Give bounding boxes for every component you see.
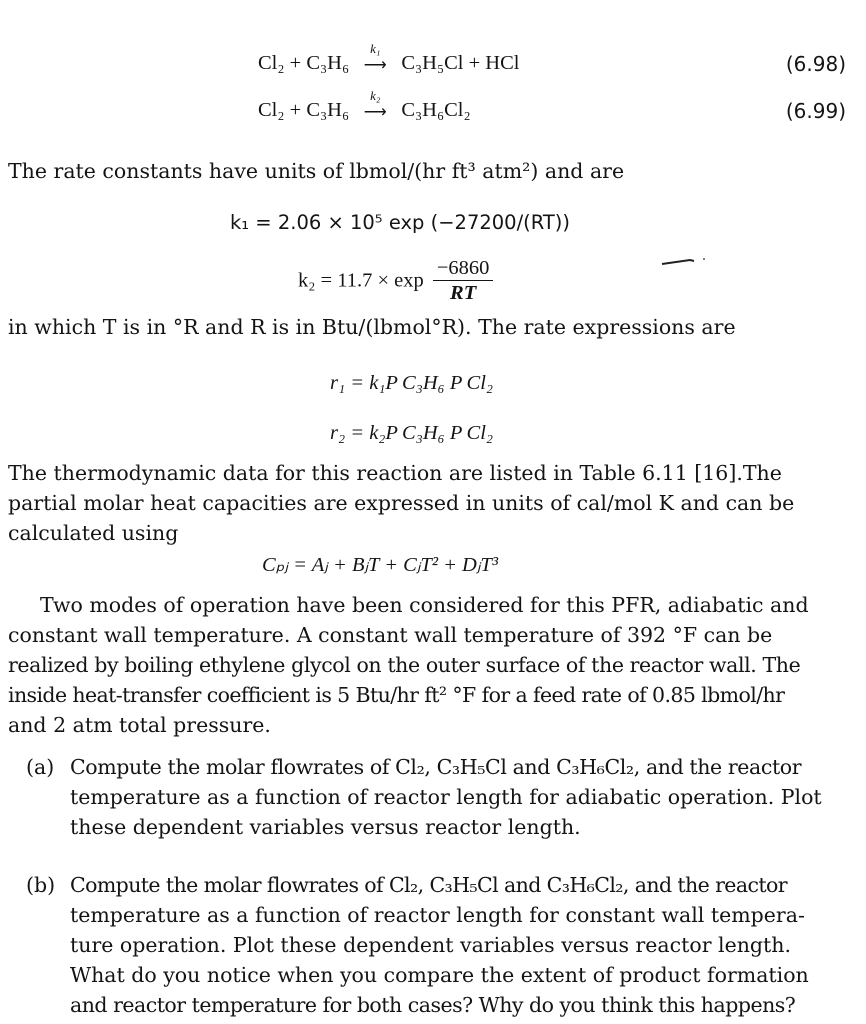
thermo-line-1: The thermodynamic data for this reaction are listed in Table 6.11 [16].The bbox=[8, 461, 782, 485]
modes-line-1: Two modes of operation have been considered for this PFR, adiabatic and bbox=[40, 593, 809, 617]
part-b-line-1: Compute the molar flowrates of Cl₂, C₃H₅Cl and C₃H₆Cl₂, and the reactor bbox=[70, 873, 787, 897]
modes-line-3: realized by boiling ethylene glycol on the outer surface of the reactor wall. The bbox=[8, 653, 801, 677]
eq-6-98-rhs: C₃H₅Cl + HCl bbox=[401, 52, 520, 74]
part-b-line-4: What do you notice when you compare the extent of product formation bbox=[70, 963, 809, 987]
reaction-arrow-icon: k₂ ⟶ bbox=[360, 97, 390, 125]
k2-expression bbox=[298, 256, 493, 305]
eq-6-99-lhs: Cl₂ + C₃H₆ bbox=[258, 99, 350, 121]
k2-denominator: RT bbox=[450, 282, 477, 304]
part-a-label: (a) bbox=[26, 755, 55, 779]
part-b-label: (b) bbox=[26, 873, 56, 897]
part-b-line-2: temperature as a function of reactor length for constant wall tempera- bbox=[70, 903, 805, 927]
rate-expression-r2: r₂ = k₂P C₃H₆ P Cl₂ bbox=[330, 422, 494, 444]
rate-constant-label: k₁ bbox=[370, 41, 381, 56]
thermo-line-3: calculated using bbox=[8, 521, 179, 545]
part-b-line-3: ture operation. Plot these dependent variables versus reactor length. bbox=[70, 933, 791, 957]
thermo-line-2: partial molar heat capacities are expressed in units of cal/mol K and can be bbox=[8, 491, 795, 515]
units-explanation: in which T is in °R and R is in Btu/(lbmol°R). The rate expressions are bbox=[8, 315, 736, 339]
equation-number-6-99: (6.99) bbox=[785, 99, 846, 123]
k2-lhs: k₂ = 11.7 × exp bbox=[298, 269, 424, 292]
equation-number-6-98: (6.98) bbox=[785, 52, 846, 76]
rate-expression-r1: r₁ = k₁P C₃H₆ P Cl₂ bbox=[330, 372, 494, 394]
part-a-line-1: Compute the molar flowrates of Cl₂, C₃H₅Cl and C₃H₆Cl₂, and the reactor bbox=[70, 755, 802, 779]
part-a-line-3: these dependent variables versus reactor length. bbox=[70, 815, 581, 839]
pen-mark-icon bbox=[660, 255, 708, 269]
eq-6-99-rhs: C₃H₆Cl₂ bbox=[401, 99, 471, 121]
equation-6-98 bbox=[258, 41, 520, 78]
rate-constant-label: k₂ bbox=[370, 88, 381, 103]
modes-line-5: and 2 atm total pressure. bbox=[8, 713, 271, 737]
k2-fraction bbox=[433, 256, 494, 305]
part-b-line-5: and reactor temperature for both cases? Why do you think this happens? bbox=[70, 993, 796, 1017]
part-a-line-2: temperature as a function of reactor length for adiabatic operation. Plot bbox=[70, 785, 822, 809]
heat-capacity-equation: Cₚⱼ = Aⱼ + BⱼT + CⱼT² + DⱼT³ bbox=[262, 554, 498, 576]
rate-units-text: The rate constants have units of lbmol/(hr ft³ atm²) and are bbox=[8, 159, 625, 183]
k2-numerator: −6860 bbox=[433, 256, 494, 281]
eq-6-98-lhs: Cl₂ + C₃H₆ bbox=[258, 52, 350, 74]
modes-line-2: constant wall temperature. A constant wall temperature of 392 °F can be bbox=[8, 623, 773, 647]
equation-6-99 bbox=[258, 88, 471, 125]
modes-line-4: inside heat-transfer coefficient is 5 Btu/hr ft² °F for a feed rate of 0.85 lbmol/hr bbox=[8, 683, 785, 707]
reaction-arrow-icon: k₁ ⟶ bbox=[360, 50, 390, 78]
k1-expression: k₁ = 2.06 × 10⁵ exp (−27200/(RT)) bbox=[230, 211, 571, 234]
